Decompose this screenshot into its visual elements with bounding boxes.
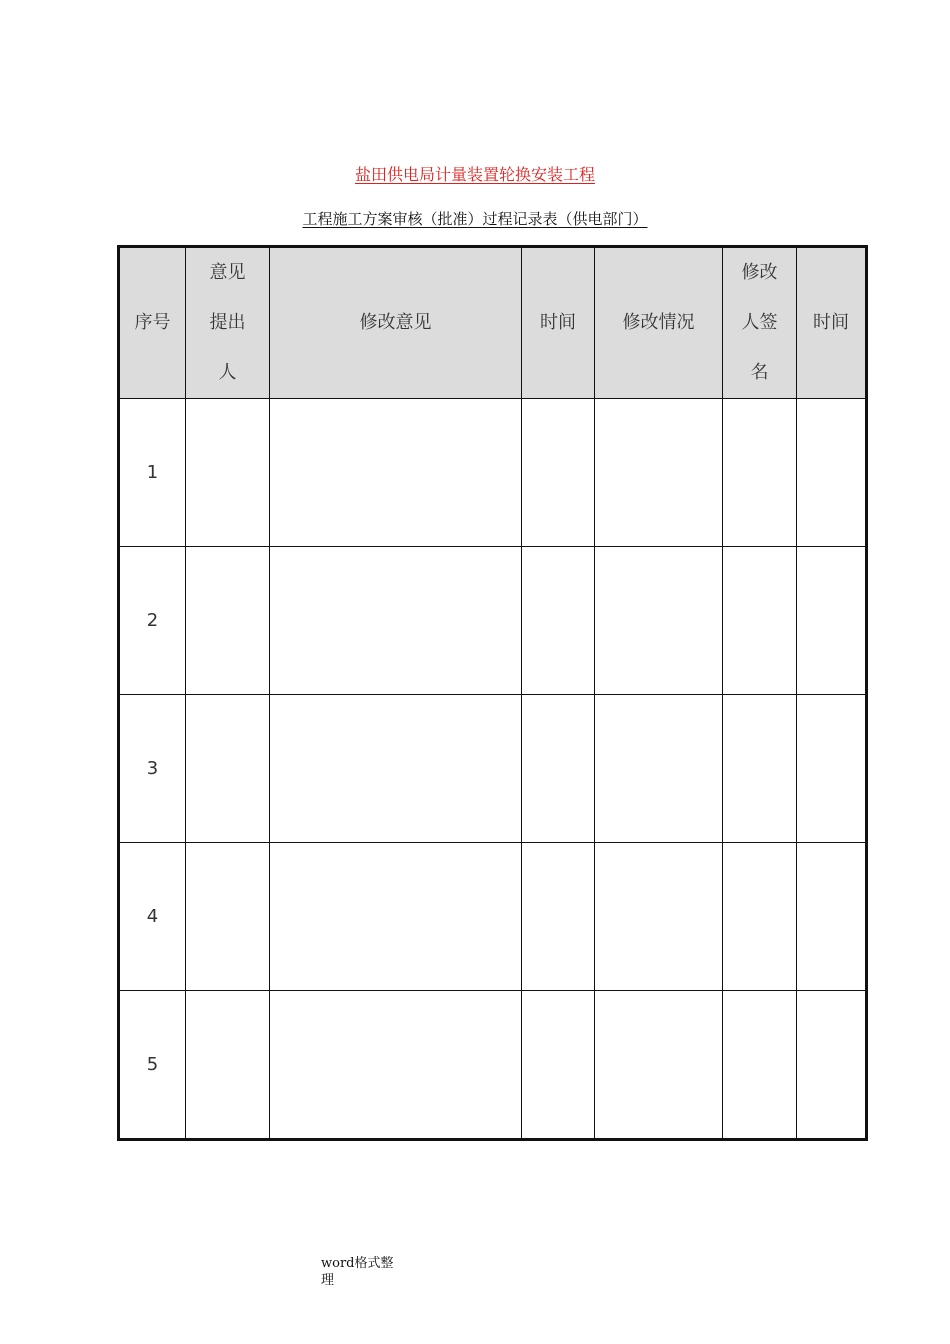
cell-revision-status[interactable] — [595, 399, 723, 547]
document-subtitle — [0, 208, 950, 230]
document-title — [0, 164, 950, 186]
cell-revision-opinion[interactable] — [270, 547, 522, 695]
cell-serial-number: 2 — [119, 547, 186, 695]
header-proposer: 意见提出人 — [186, 247, 270, 399]
cell-reviser-signature[interactable] — [723, 843, 797, 991]
cell-serial-number: 3 — [119, 695, 186, 843]
cell-proposer[interactable] — [186, 843, 270, 991]
cell-time[interactable] — [522, 991, 595, 1140]
table-row — [119, 399, 867, 547]
review-record-table — [117, 245, 868, 1141]
header-revision-opinion: 修改意见 — [270, 247, 522, 399]
cell-signature-time[interactable] — [797, 843, 867, 991]
cell-signature-time[interactable] — [797, 399, 867, 547]
cell-revision-opinion[interactable] — [270, 399, 522, 547]
cell-signature-time[interactable] — [797, 991, 867, 1140]
table-header-row — [119, 247, 867, 399]
cell-signature-time[interactable] — [797, 695, 867, 843]
document-title-text: 盐田供电局计量装置轮换安装工程 — [354, 165, 595, 184]
header-serial-number: 序号 — [119, 247, 186, 399]
header-signature-time: 时间 — [797, 247, 867, 399]
table-row — [119, 695, 867, 843]
cell-revision-status[interactable] — [595, 547, 723, 695]
cell-signature-time[interactable] — [797, 547, 867, 695]
header-time: 时间 — [522, 247, 595, 399]
header-reviser-signature: 修改人签名 — [723, 247, 797, 399]
cell-revision-opinion[interactable] — [270, 843, 522, 991]
cell-reviser-signature[interactable] — [723, 399, 797, 547]
cell-revision-opinion[interactable] — [270, 991, 522, 1140]
cell-proposer[interactable] — [186, 399, 270, 547]
cell-revision-opinion[interactable] — [270, 695, 522, 843]
cell-time[interactable] — [522, 399, 595, 547]
cell-revision-status[interactable] — [595, 991, 723, 1140]
cell-time[interactable] — [522, 843, 595, 991]
cell-revision-status[interactable] — [595, 695, 723, 843]
cell-time[interactable] — [522, 695, 595, 843]
cell-proposer[interactable] — [186, 695, 270, 843]
cell-time[interactable] — [522, 547, 595, 695]
cell-reviser-signature[interactable] — [723, 695, 797, 843]
cell-serial-number: 4 — [119, 843, 186, 991]
table-row — [119, 991, 867, 1140]
footer-note: word格式整理 — [321, 1256, 394, 1288]
table-row — [119, 547, 867, 695]
table-row — [119, 843, 867, 991]
header-revision-status: 修改情况 — [595, 247, 723, 399]
cell-reviser-signature[interactable] — [723, 547, 797, 695]
cell-serial-number: 5 — [119, 991, 186, 1140]
cell-proposer[interactable] — [186, 547, 270, 695]
cell-serial-number: 1 — [119, 399, 186, 547]
document-subtitle-text: 工程施工方案审核（批准）过程记录表（供电部门） — [302, 210, 648, 228]
cell-reviser-signature[interactable] — [723, 991, 797, 1140]
cell-proposer[interactable] — [186, 991, 270, 1140]
cell-revision-status[interactable] — [595, 843, 723, 991]
